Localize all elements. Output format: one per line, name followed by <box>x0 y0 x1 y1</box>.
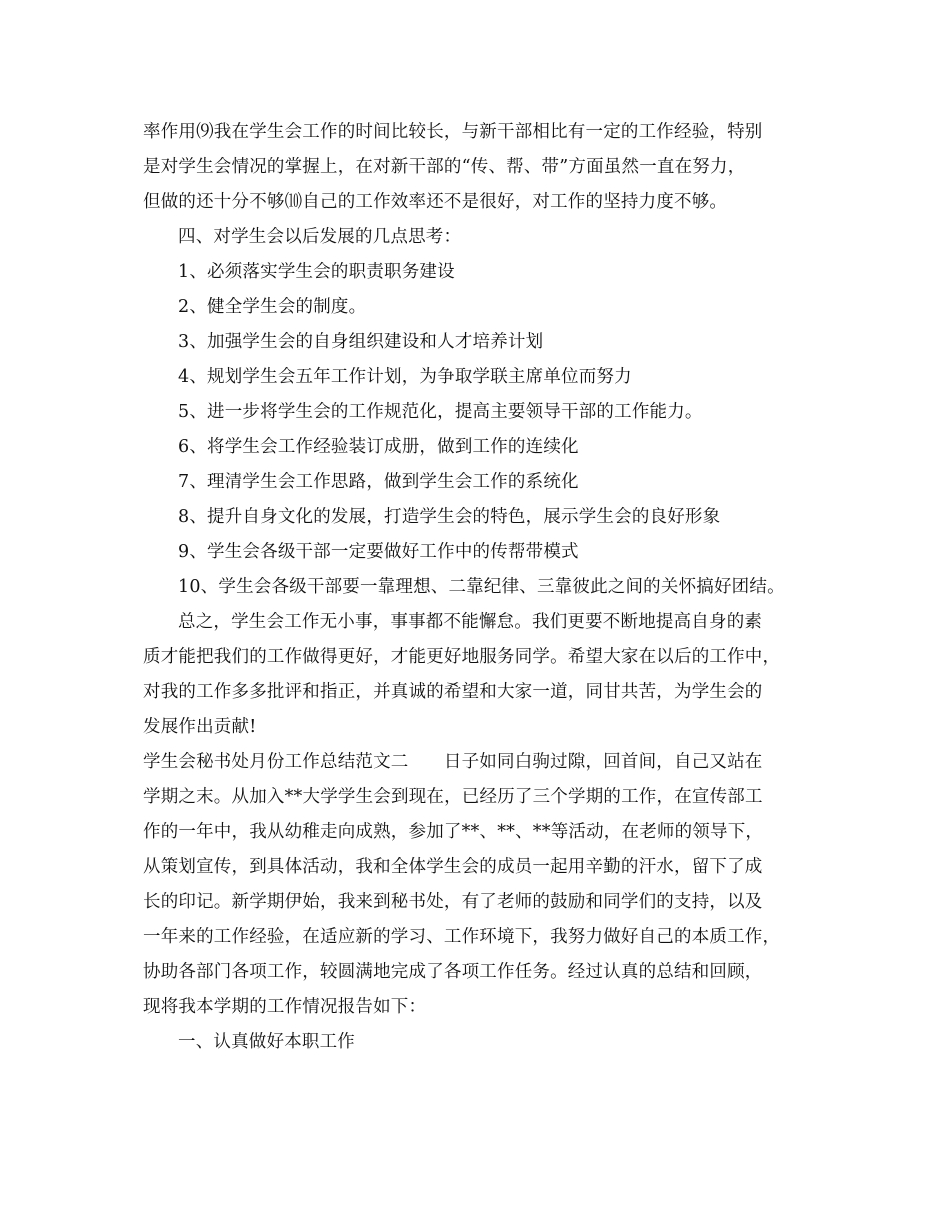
text-line: 学期之末。从加入**大学学生会到现在，已经历了三个学期的工作，在宣传部工 <box>143 787 763 807</box>
conclusion-line: 总之，学生会工作无小事，事事都不能懈怠。我们更要不断地提高自身的素 <box>178 612 763 632</box>
text-line: 协助各部门各项工作，较圆满地完成了各项工作任务。经过认真的总结和回顾， <box>143 962 763 982</box>
conclusion-line: 质才能把我们的工作做得更好，才能更好地服务同学。希望大家在以后的工作中， <box>143 647 781 667</box>
conclusion-line: 发展作出贡献! <box>143 717 257 737</box>
section-heading: 四、对学生会以后发展的几点思考： <box>178 227 462 247</box>
list-item: 7、理清学生会工作思路，做到学生会工作的系统化 <box>178 472 579 492</box>
conclusion-line: 对我的工作多多批评和指正，并真诚的希望和大家一道，同甘共苦，为学生会的 <box>143 682 763 702</box>
list-item: 9、学生会各级干部一定要做好工作中的传帮带模式 <box>178 542 579 562</box>
text-line: 长的印记。新学期伊始，我来到秘书处，有了老师的鼓励和同学们的支持，以及 <box>143 892 763 912</box>
text-line: 作的一年中，我从幼稚走向成熟，参加了**、**、**等活动，在老师的领导下， <box>143 822 764 842</box>
text-line: 率作用⑼我在学生会工作的时间比较长，与新干部相比有一定的工作经验，特别 <box>143 122 763 142</box>
text-line: 现将我本学期的工作情况报告如下： <box>143 997 427 1017</box>
text-line: 但做的还十分不够⑽自己的工作效率还不是很好，对工作的坚持力度不够。 <box>143 192 728 212</box>
article-title-line: 学生会秘书处月份工作总结范文二 日子如同白驹过隙，回首间，自己又站在 <box>143 752 763 772</box>
list-item: 1、必须落实学生会的职责职务建设 <box>178 262 455 282</box>
list-item: 8、提升自身文化的发展，打造学生会的特色，展示学生会的良好形象 <box>178 507 721 527</box>
list-item: 4、规划学生会五年工作计划，为争取学联主席单位而努力 <box>178 367 632 387</box>
section-heading: 一、认真做好本职工作 <box>178 1032 355 1052</box>
list-item: 5、进一步将学生会的工作规范化，提高主要领导干部的工作能力。 <box>178 402 703 422</box>
text-line: 是对学生会情况的掌握上，在对新干部的“传、帮、带”方面虽然一直在努力， <box>143 157 746 177</box>
list-item: 10、学生会各级干部要一靠理想、二靠纪律、三靠彼此之间的关怀搞好团结。 <box>178 577 785 597</box>
list-item: 6、将学生会工作经验装订成册，做到工作的连续化 <box>178 437 579 457</box>
text-line: 一年来的工作经验，在适应新的学习、工作环境下，我努力做好自己的本质工作， <box>143 927 781 947</box>
text-line: 从策划宣传，到具体活动，我和全体学生会的成员一起用辛勤的汗水，留下了成 <box>143 857 763 877</box>
list-item: 2、健全学生会的制度。 <box>178 297 367 317</box>
list-item: 3、加强学生会的自身组织建设和人才培养计划 <box>178 332 544 352</box>
